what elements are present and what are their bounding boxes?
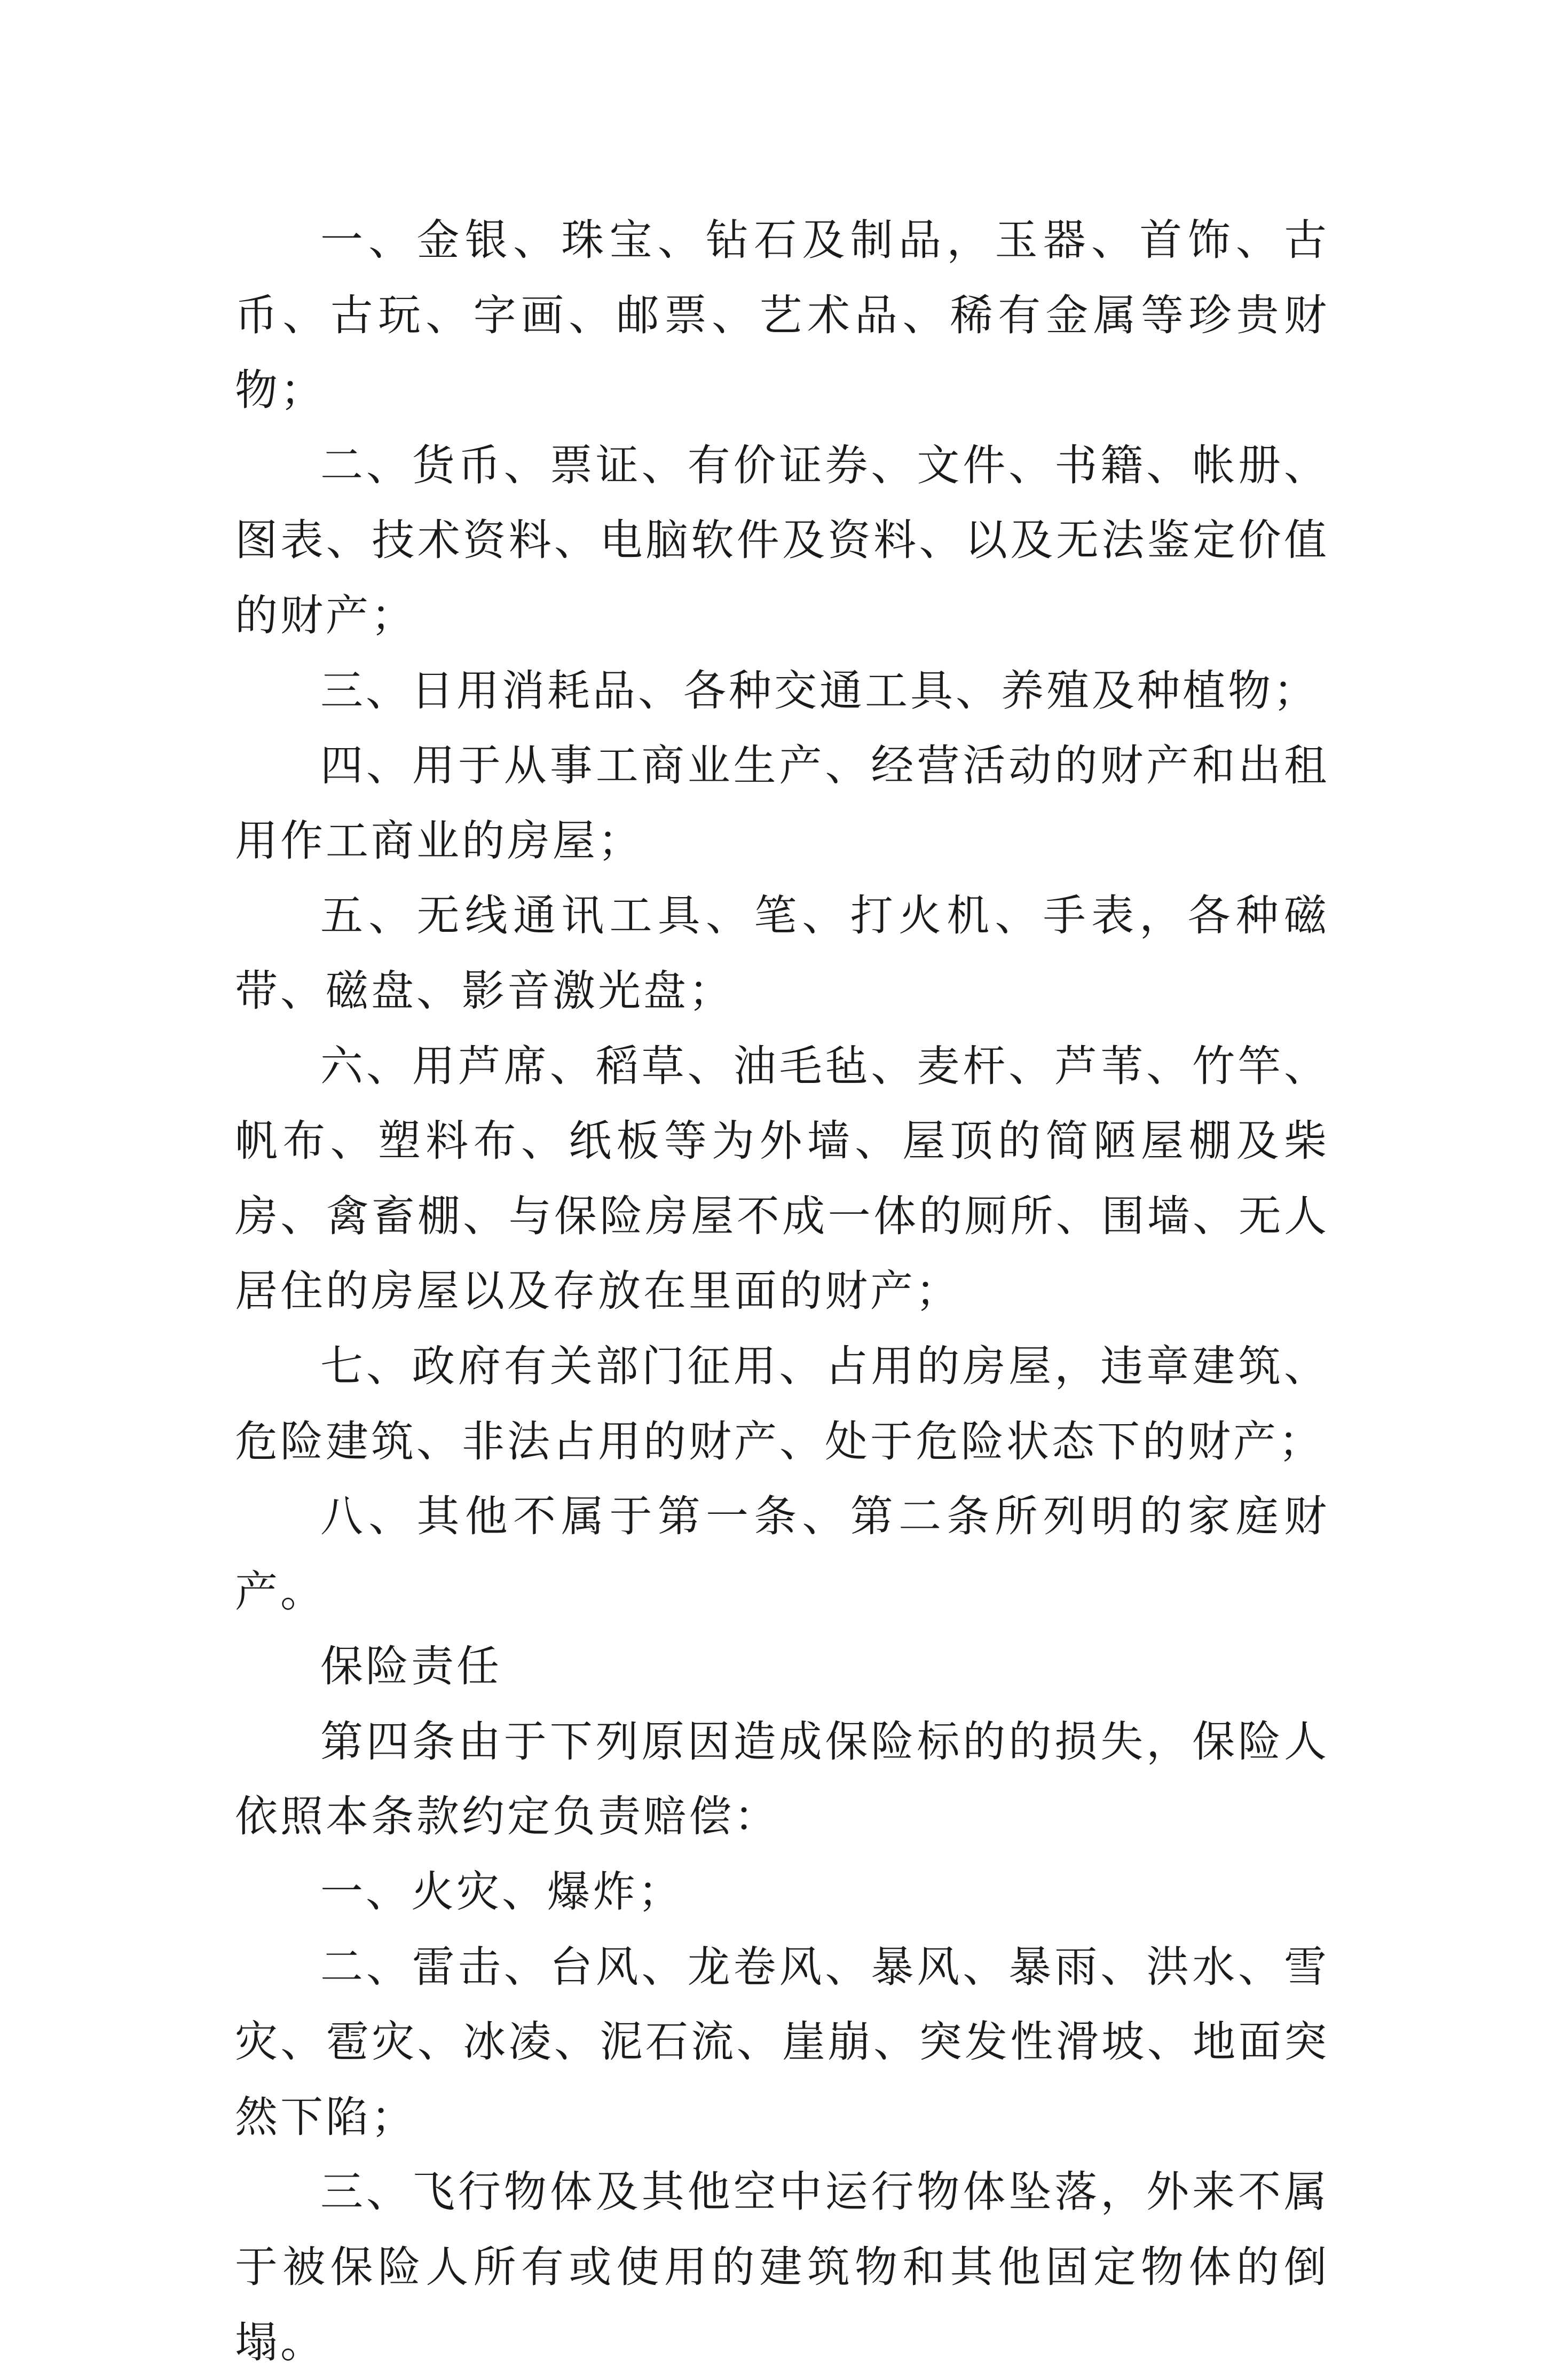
section-heading-insurance-liability: 保险责任: [320, 1641, 502, 1692]
paragraph-covered-falling-objects: 三、飞行物体及其他空中运行物体坠落，外来不属于被保险人所有或使用的建筑物和其他固定物体的倒塌。: [235, 2167, 1329, 2367]
paragraph-covered-natural-disasters: 二、雷击、台风、龙卷风、暴风、暴雨、洪水、雪灾、雹灾、冰凌、泥石流、崖崩、突发性滑坡、地面突然下陷；: [235, 1942, 1329, 2142]
paragraph-excluded-commercial-property: 四、用于从事工商业生产、经营活动的财产和出租用作工商业的房屋；: [235, 741, 1329, 866]
paragraph-excluded-currency-documents: 二、货币、票证、有价证券、文件、书籍、帐册、图表、技术资料、电脑软件及资料、以及无法鉴定价值的财产；: [235, 440, 1329, 640]
paragraph-excluded-other: 八、其他不属于第一条、第二条所列明的家庭财产。: [235, 1491, 1329, 1616]
paragraph-excluded-consumables: 三、日用消耗品、各种交通工具、养殖及种植物；: [320, 665, 1319, 716]
paragraph-excluded-valuables: 一、金银、珠宝、钻石及制品，玉器、首饰、古币、古玩、字画、邮票、艺术品、稀有金属等珍贵财物；: [235, 215, 1329, 415]
paragraph-excluded-small-items: 五、无线通讯工具、笔、打火机、手表，各种磁带、磁盘、影音激光盘；: [235, 891, 1329, 1016]
paragraph-article-four: 第四条由于下列原因造成保险标的的损失，保险人依照本条款约定负责赔偿：: [235, 1716, 1329, 1842]
document-body: [235, 203, 1329, 2380]
paragraph-covered-fire: 一、火灾、爆炸；: [320, 1867, 683, 1917]
paragraph-excluded-illegal-buildings: 七、政府有关部门征用、占用的房屋，违章建筑、危险建筑、非法占用的财产、处于危险状态下的财产；: [235, 1341, 1329, 1466]
paragraph-excluded-simple-structures: 六、用芦席、稻草、油毛毡、麦杆、芦苇、竹竿、帆布、塑料布、纸板等为外墙、屋顶的简陋屋棚及柴房、禽畜棚、与保险房屋不成一体的厕所、围墙、无人居住的房屋以及存放在里面的财产；: [235, 1041, 1329, 1316]
